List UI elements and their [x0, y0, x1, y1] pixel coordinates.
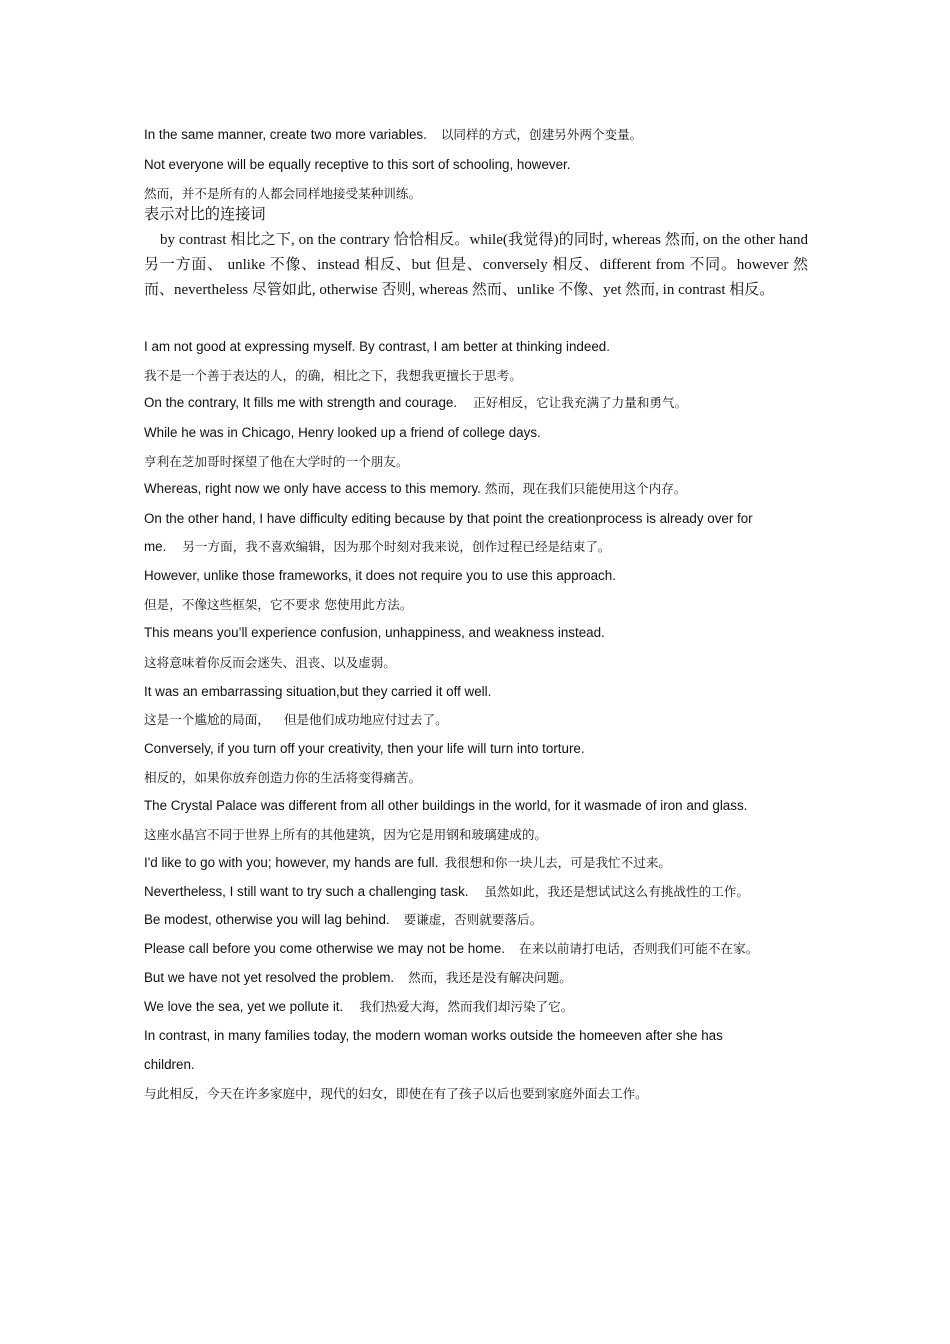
chinese-translation: 亨利在芝加哥时探望了他在大学时的一个朋友。: [144, 454, 409, 469]
chinese-translation-line: [144, 711, 448, 729]
chinese-translation: 与此相反，今天在许多家庭中，现代的妇女，即使在有了孩子以后也要到家庭外面去工作。: [144, 1086, 648, 1101]
english-sentence: On the other hand, I have difficulty editing because by that point the creationprocess is already over for: [144, 511, 753, 526]
english-sentence: On the contrary, It fills me with strength and courage.: [144, 395, 458, 410]
sentence-line: [144, 480, 686, 498]
english-sentence: We love the sea, yet we pollute it.: [144, 999, 344, 1014]
chinese-translation: 但是，不像这些框架，它不要求 您使用此方法。: [144, 597, 413, 612]
sentence-line: [144, 911, 542, 929]
sentence-line: [144, 883, 749, 901]
english-sentence: In the same manner, create two more variables.: [144, 127, 427, 142]
sentence-line: [144, 940, 758, 958]
chinese-translation: 虽然如此，我还是想试试这么有挑战性的工作。: [484, 884, 749, 899]
sentence-line: [144, 126, 642, 144]
chinese-translation: 以同样的方式，创建另外两个变量。: [440, 127, 643, 142]
english-sentence: I'd like to go with you; however, my hands are full.: [144, 855, 439, 870]
sentence-line: [144, 394, 687, 412]
english-sentence-continued: me.: [144, 539, 167, 554]
chinese-translation: 这是一个尴尬的局面，: [144, 712, 270, 727]
english-sentence: I am not good at expressing myself. By contrast, I am better at thinking indeed.: [144, 339, 610, 354]
english-sentence: This means you’ll experience confusion, unhappiness, and weakness instead.: [144, 625, 605, 640]
english-sentence: Conversely, if you turn off your creativity, then your life will turn into torture.: [144, 741, 585, 756]
chinese-translation: 然而，现在我们只能使用这个内存。: [484, 481, 687, 496]
english-sentence: Nevertheless, I still want to try such a challenging task.: [144, 884, 469, 899]
chinese-translation: 这座水晶宫不同于世界上所有的其他建筑，因为它是用钢和玻璃建成的。: [144, 827, 547, 842]
chinese-translation: 但是他们成功地应付过去了。: [283, 712, 448, 727]
chinese-translation: 我不是一个善于表达的人，的确，相比之下，我想我更擅长于思考。: [144, 368, 522, 383]
english-sentence: In contrast, in many families today, the modern woman works outside the homeeven after she has: [144, 1028, 723, 1043]
section-heading: 表示对比的连接词: [144, 205, 266, 223]
chinese-translation: 我们热爱大海，然而我们却污染了它。: [359, 999, 574, 1014]
english-sentence: Be modest, otherwise you will lag behind.: [144, 912, 390, 927]
english-sentence: It was an embarrassing situation,but they carried it off well.: [144, 684, 492, 699]
english-sentence: The Crystal Palace was different from all other buildings in the world, for it wasmade of iron and glass.: [144, 798, 748, 813]
chinese-translation: 要谦虚，否则就要落后。: [403, 912, 543, 927]
chinese-translation: 然而，我还是没有解决问题。: [408, 970, 572, 985]
sentence-line: [144, 969, 572, 987]
chinese-translation: 然而，并不是所有的人都会同样地接受某种训练。: [144, 186, 422, 201]
chinese-translation: 这将意味着你反而会迷失、沮丧、以及虚弱。: [144, 655, 396, 670]
english-sentence: However, unlike those frameworks, it does not require you to use this approach.: [144, 568, 616, 583]
english-sentence: Please call before you come otherwise we may not be home.: [144, 941, 505, 956]
chinese-translation: 正好相反，它让我充满了力量和勇气。: [473, 395, 688, 410]
english-sentence: While he was in Chicago, Henry looked up a friend of college days.: [144, 425, 541, 440]
chinese-translation: 我很想和你一块儿去，可是我忙不过来。: [444, 855, 672, 870]
english-sentence: But we have not yet resolved the problem.: [144, 970, 395, 985]
sentence-line: [144, 854, 671, 872]
sentence-line: [144, 998, 573, 1016]
chinese-translation: 在来以前请打电话，否则我们可能不在家。: [519, 941, 759, 956]
english-sentence: Whereas, right now we only have access to this memory.: [144, 481, 481, 496]
english-sentence: Not everyone will be equally receptive to this sort of schooling, however.: [144, 157, 571, 172]
sentence-line: [144, 538, 611, 556]
connectives-paragraph: by contrast 相比之下, on the contrary 恰恰相反。while(我觉得)的同时, whereas 然而, on the other hand 另一方面、 unlike 不像、instead 相反、but 但是、conversely 相反、different from 不同。however 然而、nevertheless 尽管如此, otherwise 否则, whereas 然而、unlike 不像、yet 然而, in contrast 相反。: [144, 232, 808, 298]
chinese-translation: 另一方面，我不喜欢编辑，因为那个时刻对我来说，创作过程已经是结束了。: [182, 539, 611, 554]
chinese-translation: 相反的，如果你放弃创造力你的生活将变得痛苦。: [144, 770, 422, 785]
english-sentence-continued: children.: [144, 1057, 195, 1072]
